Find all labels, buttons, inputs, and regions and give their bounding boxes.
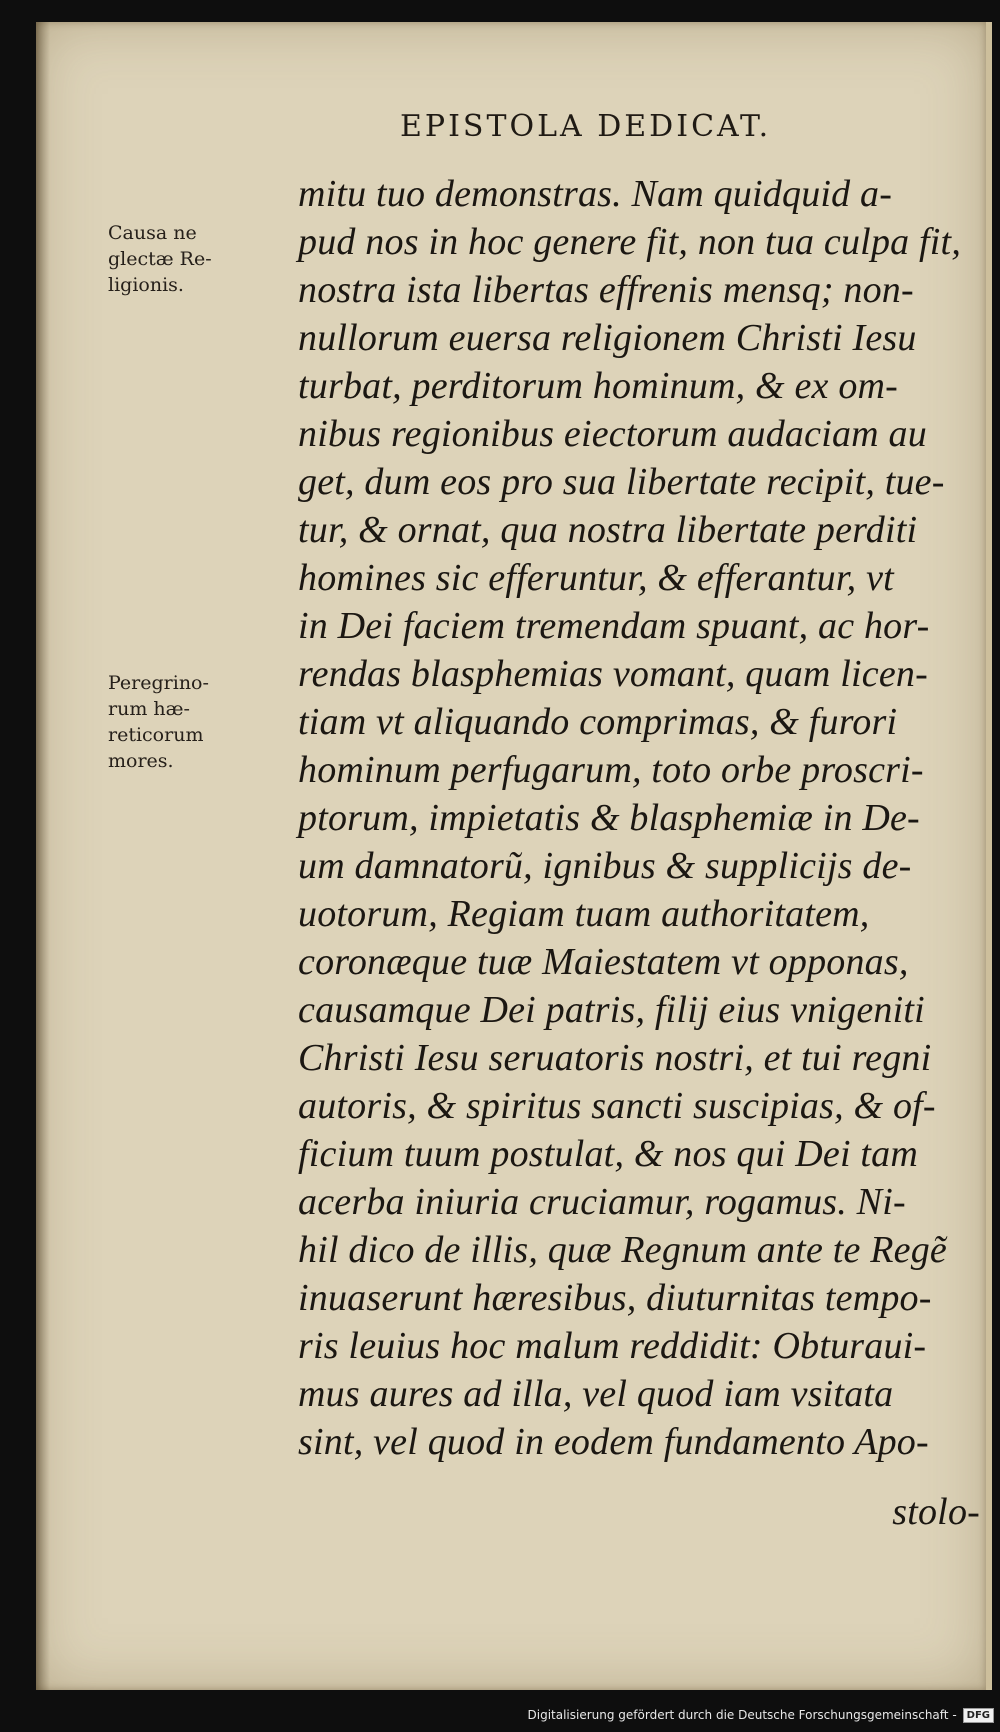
text-line: turbat, perditorum hominum, & ex om- bbox=[298, 365, 899, 407]
text-line: coronæque tuæ Maiestatem vt opponas, bbox=[298, 941, 909, 983]
text-line: inuaserunt hæresibus, diuturnitas tempo- bbox=[298, 1277, 932, 1319]
text-line: autoris, & spiritus sancti suscipias, & of- bbox=[298, 1085, 936, 1127]
running-header: EPISTOLA DEDICAT. bbox=[400, 109, 772, 144]
text-line: get, dum eos pro sua libertate recipit, tue- bbox=[298, 461, 945, 503]
page-spine-shadow bbox=[36, 22, 50, 1690]
text-line: hil dico de illis, quæ Regnum ante te Regẽ bbox=[298, 1229, 947, 1271]
margin-note-1 bbox=[108, 220, 212, 298]
margin-note-line: ligionis. bbox=[108, 274, 184, 296]
text-line: nibus regionibus eiectorum audaciam au bbox=[298, 413, 927, 455]
margin-note-2 bbox=[108, 670, 209, 774]
text-line: homines sic efferuntur, & efferantur, vt bbox=[298, 557, 894, 599]
book-page bbox=[36, 22, 992, 1690]
text-line: hominum perfugarum, toto orbe proscri- bbox=[298, 749, 924, 791]
catchword: stolo- bbox=[892, 1491, 980, 1533]
text-line: nostra ista libertas effrenis mensq; non- bbox=[298, 269, 914, 311]
margin-note-line: mores. bbox=[108, 750, 174, 772]
margin-note-line: glectæ Re- bbox=[108, 248, 212, 270]
dfg-logo: DFG bbox=[963, 1708, 994, 1723]
margin-note-line: Peregrino- bbox=[108, 672, 209, 694]
text-line: sint, vel quod in eodem fundamento Apo- bbox=[298, 1421, 929, 1463]
footer-text: Digitalisierung gefördert durch die Deutsche Forschungsgemeinschaft - bbox=[527, 1708, 957, 1722]
text-line: uotorum, Regiam tuam authoritatem, bbox=[298, 893, 870, 935]
margin-note-line: rum hæ- bbox=[108, 698, 190, 720]
text-line: tur, & ornat, qua nostra libertate perditi bbox=[298, 509, 918, 551]
margin-note-line: reticorum bbox=[108, 724, 204, 746]
text-line: pud nos in hoc genere fit, non tua culpa fit, bbox=[298, 221, 962, 263]
text-line: ptorum, impietatis & blasphemiæ in De- bbox=[298, 797, 920, 839]
text-line: mus aures ad illa, vel quod iam vsitata bbox=[298, 1373, 894, 1415]
text-line: um damnatorũ, ignibus & supplicijs de- bbox=[298, 845, 912, 887]
text-line: mitu tuo demonstras. Nam quidquid a- bbox=[298, 173, 893, 215]
text-line: in Dei faciem tremendam spuant, ac hor- bbox=[298, 605, 930, 647]
text-line: causamque Dei patris, filij eius vnigeniti bbox=[298, 989, 925, 1031]
text-line: nullorum euersa religionem Christi Iesu bbox=[298, 317, 917, 359]
text-line: ficium tuum postulat, & nos qui Dei tam bbox=[298, 1133, 919, 1175]
text-line: acerba iniuria cruciamur, rogamus. Ni- bbox=[298, 1181, 906, 1223]
text-line: Christi Iesu seruatoris nostri, et tui regni bbox=[298, 1037, 932, 1079]
text-line: ris leuius hoc malum reddidit: Obturaui- bbox=[298, 1325, 927, 1367]
text-line: rendas blasphemias vomant, quam licen- bbox=[298, 653, 928, 695]
text-line: tiam vt aliquando comprimas, & furori bbox=[298, 701, 898, 743]
margin-note-line: Causa ne bbox=[108, 222, 197, 244]
digitization-footer bbox=[528, 1704, 995, 1726]
